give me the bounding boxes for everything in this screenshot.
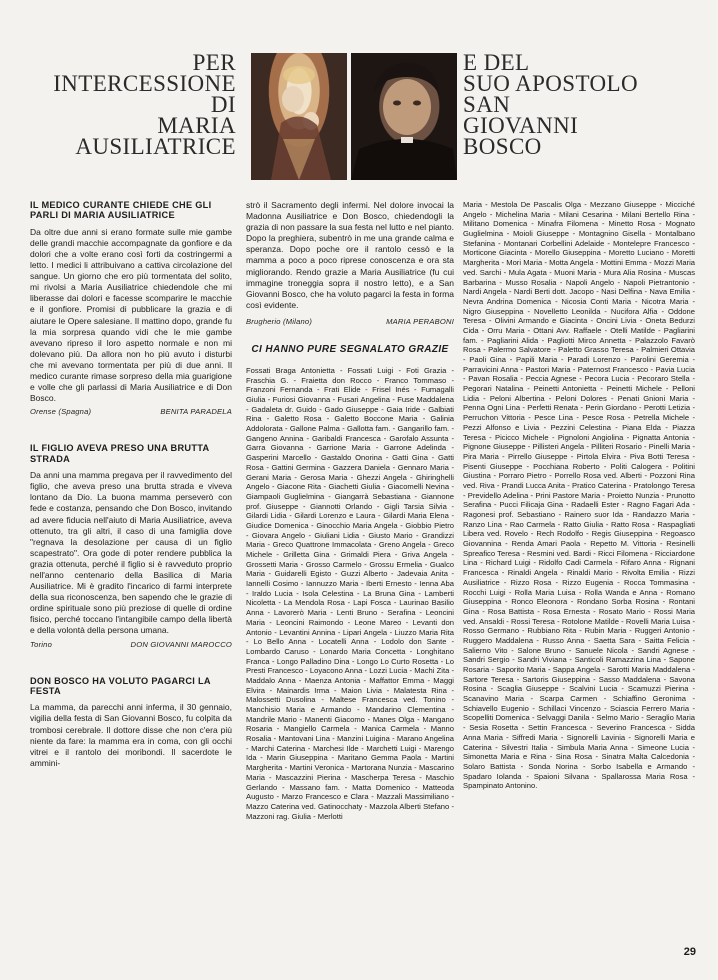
header-left-line: DI [210, 92, 236, 117]
don-bosco-photo [351, 53, 457, 180]
article-festa-continued [246, 200, 454, 326]
article-title: DON BOSCO HA VOLUTO PAGARCI LA FESTA [30, 675, 211, 696]
header-right-line: E DEL [463, 50, 530, 75]
article-body: strò il Sacramento degli infermi. Nel dolore invocai la Madonna Ausiliatrice e Don Bosco, chiedendogli la grazia di non passare la sua festa nel lutto e nel pianto. Dopo la preghiera, subentrò in me una grande calma e speranza. Dopo poche ore il rantolo cessò e la mamma a poco a poco riprese conoscenza e ora sta migliorando. Rendo grazie a Maria Ausiliatrice (fu cui immagine troneggia sopra il nostro letto), e a San Giovanni Bosco, che ha voluto pagarci la festa in forma così evidente. [246, 200, 454, 310]
signature-author: BENITA PARADELA [160, 407, 232, 417]
page-number: 29 [683, 946, 696, 958]
article-signature [30, 407, 232, 416]
mary-help-of-christians-photo [251, 53, 347, 180]
header-left-line: AUSILIATRICE [75, 134, 236, 159]
header-title-left [30, 52, 236, 157]
signature-author: DON GIOVANNI MAROCCO [130, 639, 232, 649]
header-right-line: SAN [463, 92, 511, 117]
article-title: IL MEDICO CURANTE CHIEDE CHE GLI PARLI DI MARIA AUSILIATRICE [30, 200, 212, 221]
column-middle [246, 200, 454, 821]
article-figlio [30, 443, 232, 648]
mary-portrait-icon [251, 53, 347, 180]
article-signature [30, 640, 232, 649]
header-right-line: BOSCO [463, 134, 542, 159]
header-left-line: PER [192, 50, 236, 75]
column-right [463, 200, 695, 791]
article-festa-start [30, 676, 232, 769]
header-left-line: MARIA [157, 113, 236, 138]
article-body: Da oltre due anni si erano formate sulle mie gambe delle grandi macchie accompagnate da gonfiore e da dolori che a volte erano così forti da costringermi a letto. I medici li attribuivano a cattiva circolazione del sangue. Un giorno che ero più tormentata del solito, mi rivolsi a Maria Ausiliatrice chiedendole che mi liberasse dai dolori e facesse scomparire le macchie e il gonfiore. Promisi di pubblicare la grazia e di aiutare le Opere salesiane. Il mattino dopo, grande fu la mia sorpresa quando vidi che le mie gambe avevano ripreso il loro aspetto normale e non mi dolevano più. Da allora non ho più avuto i disturbi che mi avevano tormentata per più di due anni. Il medico curante rimase sorpreso della mia guarigione e volle che gli parlassi di Maria Ausiliatrice e di Don Bosco. [30, 226, 232, 404]
header-left-line: INTERCESSIONE [53, 71, 236, 96]
header-title-right [463, 52, 693, 157]
signature-author: MARIA PERABONI [386, 316, 454, 326]
signature-place: Torino [30, 639, 53, 649]
signature-place: Brugherio (Milano) [246, 316, 313, 326]
header-right-line: SUO APOSTOLO [463, 71, 638, 96]
article-medico [30, 200, 232, 416]
ci-hanno-title: CI HANNO PURE SEGNALATO GRAZIE [251, 343, 449, 355]
grace-names-list-continued: Maria - Mestola De Pascalis Olga - Mezzano Giuseppe - Micciché Angelo - Michelina Maria - Milani Cesarina - Milani Bertello Rina - Militano Domenica - Minafra Filomena - Minetto Rosa - Mognato Guglielmina - Moioli Giuseppe - Montagnino Gisella - Montalbano Stefanina - Montanari Corbellini Adelaide - Montelepre Francesco - Morticone Giacinta - Morello Giuseppina - Moretto Luciano - Moretti Margherita - Mori Maria - Motta Angela - Mottini Emma - Mozzi Maria ved. Sarchi - Mula Agata - Muoni Maria - Mura Alia Rosina - Muscas Barbarina - Musso Rosalia - Napoli Angelo - Napoli Pietrantonio - Nardi Angela - Nardi Berti dott. Jacopo - Nasi Delfina - Nava Emilia - Nevra Andrina Domenica - Nicosia Conti Maria - Nicotra Maria - Nigro Giuseppina - Novelletto Leonilda - Nucifora Alfia - Oddone Teresa - Olivini Armando e Giacinta - Oncini Livia - Oneta Bedurzi Cida - Orru Maria - Ottani Avv. Raffaele - Otelli Matilde - Pagliarini fam. - Pagliarini Alida - Pagliotti Mirco Annetta - Palazzolo Favarò Rosa - Palermo Salvatore - Paletto Grasso Teresa - Palmieri Ottavia - Paoli Gina - Papili Maria - Paradi Lorenzo - Parolini Geremia - Parravicini Anna - Pastori Maria - Paternost Francesco - Pavia Lucia - Pavan Rosalia - Peccia Agnese - Pecora Lucia - Pecoraro Stella - Pegorari Natalina - Peinetti Antonietta - Peinetti Michele - Pelloni Lidia - Peloni Albertina - Peloni Dolores - Penati Gnioni Maria - Penna Ogni Lina - Perfetti Renata - Perin Giordano - Perotti Letizia - Perruchon Vittoria - Pesce Lina - Pesce Rosa - Petrella Michele - Pezzi Alfonso e Livia - Pezzini Celestina - Piana Elda - Piazza Teresa - Picicco Michele - Pignoloni Angiolina - Pignatta Antonia - Pignone Giuseppe - Pillisteri Angela - Pilliteri Rosario - Pinelli Maria - Pira Maria - Pirrello Giuseppe - Pirtola Elvira - Piva Botti Teresa - Pisenti Giuseppe - Pocchiana Roberto - Politi Calogera - Politini Giustina - Porraro Pietro - Porrello Rosa ved. Alberti - Pozzoni Rina ved. Riva - Prandi Lucca Anita - Pratico Caterina - Pratolongo Teresa - Previdello Adelina - Prini Pastore Maria - Proietto Nunzia - Prunotto Serafina - Pucci Filicaja Gina - Radaelli Ester - Ragno Fagari Ada - Ragonesi prof. Sebastiano - Rainero suor Ida - Randazzo Maria - Ranzo Lina - Rao Carmela - Ratto Giulia - Ratto Rosa - Raspagliati Libera ved. Rovelo - Rech Rodolfo - Regis Giuseppina - Regoasco Giovannina - Renda Amari Paola - Repetto M. Vittoria - Resinelli Spreafico Teresa - Resmini ved. Bardi - Ricci Filomena - Ricciardone Lina - Richard Luigi - Ridolfo Cadi Carmela - Rifaro Anna - Rignani Francesca - Rinaldi Angela - Rinaldi Mario - Rivolta Emilia - Rizzi Ausiliatrice - Rizzo Rosa - Rizzo Eugenia - Rocca Tommasina - Rocchi Luigi - Rolla Maria Luisa - Rolla Wanda e Anna - Romano Giuseppina - Ronco Eleonora - Rondano Sorba Rosina - Rontani Gina - Rosa Battista - Rosa Ernesta - Rosato Mario - Rossi Maria ved. Ansaldi - Rossi Teresa - Rotolone Matilde - Rovelli Maria Luisa - Rosso Germano - Rubbiano Rita - Rubin Maria - Ruggeri Antonio - Ruggero Maddalena - Russo Anna - Saetta Sara - Saitta Felicia - Salierno Vito - Salone Bruno - Sanuele Nicola - Sandri Agnese - Sandri Sergio - Sandri Viviana - Santicoli Ramazzina Lina - Sapone Rosaria - Saporito Maria - Sappa Angela - Sarotti Maria Maddalena - Sartore Teresa - Sartoris Giuseppina - Sasso Maddalena - Savona Rosina - Scaglia Giuseppe - Scalvini Lucia - Scamuzzi Pierina - Scanavino Maria - Scarpa Carmen - Schiaffino Geronima - Schiavello Eugenio - Schillaci Vincenzo - Sciascia Ferrero Maria - Scopelliti Domenica - Selvaggi Danila - Selmo Mario - Seraglio Maria - Sesia Rosetta - Settin Francesca - Severino Francesca - Sidda Anna Maria - Siffredi Maria - Signorelli Lavinia - Signorelli Maria e Caterina - Silvestri Italia - Simbula Maria Anna - Simeone Lucia - Simonetta Maria e Rina - Sina Rosa - Sinatra Malta Calcedonia - Solaro Battista - Sonda Norina - Sorbo Isabella e Armando - Spadaro Iolanda - Spaioni Silvana - Spallarossa Maria Rosa - Spampinato Antonino. [463, 200, 695, 791]
grace-names-list: Fossati Braga Antonietta - Fossati Luigi - Foti Grazia - Fraschia G. - Fraietta don Rocco - Franco Tommaso - Franzoni Fernanda - Frati Elide - Frisel Inés - Fumagalli Giulia - Furiosi Giovanna - Fusari Angelina - Fuse Maddalena - Gadaleta dr. Guido - Gado Giuseppe - Gaia Iride - Galbiati Rina - Galetto Rosa - Galetto Boccone Maria - Galinia Addolorata - Gallone Palma - Gallotta fam. - Gangarillo fam. - Gangeno Annina - Garibaldi Francesca - Garofalo Assunta - Garra Giovanna - Garrione Maria - Garrone Adelinda - Gasperini Marcello - Gastaldo Onorina - Gatti Gina - Gatti Rosa - Gattini Germina - Gazzera Daniela - Gennaro Maria - Gerani Maria - Gerosa Maria - Ghezzi Angela - Ghiringhelli Angelo - Giacone Rita - Giachetti Giulia - Giacomelli Nevina - Giampaoli Guglielmina - Giangarrà Sebastiana - Giannone prof. Giuseppe - Giannotti Orlando - Gigli Tarsia Silvia - Gilardi Lidia - Gilardi Lorenzo e Laura - Gilardi Maria Elena - Giudice Domenica - Ginocchio Maria Angela - Giobbio Pietro - Giovara Angelo - Giuliani Lidia - Giusto Mario - Grandizzi Maria - Greco Quattrone Immacolata - Greno Angela - Greco Michele - Grilletta Gina - Grimaldi Piera - Griva Angela - Grossetti Maria - Grosso Carmelo - Grossu Ermelia - Gualco Maria - Guidarelli Egisto - Guzzi Alberto - Jadevaia Anita - Iannelli Cosimo - Iannuzzo Maria - Iberti Ernesto - Ienna Aba - Iraldo Lucia - Isola Celestina - La Bruna Gina - Lamberti Nicoletta - La Mendola Rosa - Lapi Fosca - Laurinao Basilio Anna - Lavorerò Maria - Lenti Bruno - Serafina - Leoncini Maria - Leoncini Raimondo - Leone Mareo - Levanti don Antonio - Levantini Annina - Lipari Angela - Liuzzo Maria Rita - Lo Bello Anna - Locatelli Anna - Lodolo don Sante - Lombardo Caruso - Lonardo Maria Concetta - Longhitano Franca - Longo Palladino Dina - Longo Lo Curto Rosetta - Lo Presti Francesco - Loyacono Anna - Lozzi Lucia - Machi Zita - Maddalo Anna - Maenza Antonia - Maffattor Emma - Maggi Elvira - Mainardis Irma - Maion Livia - Malatesta Rina - Malossetti Dusolina - Maltese Francesca ved. Tonino - Manchisio Maria e Armando - Mandarino Clementina - Mandrile Mario - Manenti Giacomo - Manes Olga - Mangano Rosaria - Mangiello Carmela - Manica Carmela - Manno Rosalia - Mantovani Lina - Manzini Luigina - Marano Angelina - Marchi Caterina - Marchesi Ilde - Marchetti Luigi - Marengo Ida - Marin Giuseppina - Maritano Gemma Paola - Martini Margherita - Martini Veronica - Martorana Nunzia - Mascarino Maria - Mascazzini Pierina - Mascherpa Teresa - Maschio Gerlando - Massano fam. - Matta Domenico - Matteoda Augusto - Marzo Francesco e Clara - Mazzali Massimiliano - Mazzo Caterina ved. Gatinocchaty - Mazzola Alberti Stefano - Mazzoni rag. Giulia - Merlotti [246, 365, 454, 821]
article-body: Da anni una mamma pregava per il ravvedimento del figlio, che aveva preso una brutta strada e viveva lontano da Dio. La buona mamma perseverò con fede e costanza, pensando che Don Bosco, invitando ad avere fiducia nell'aiuto di Maria Ausiliatrice, aveva ottenuto, tra gli altri, il caso di una famiglia dove "regnava la desolazione per causa di un figlio scapestrato". Ora gode di poter rendere pubblica la grazia ottenuta, perché il figlio si è ravveduto proprio nell'anno centenario della Basilica di Maria Ausiliatrice. Mi è gradito l'incarico di farmi interprete della sua riconoscenza, ben sapendo che le grazie di ordine spirituale sono più preziose di quelle di ordine fisico, perché toccano l'intangibile campo della libertà e della volontà della persona umana. [30, 470, 232, 636]
column-left [30, 200, 232, 769]
header-right-line: GIOVANNI [463, 113, 579, 138]
don-bosco-portrait-icon [351, 53, 457, 180]
article-signature [246, 317, 454, 326]
article-title: IL FIGLIO AVEVA PRESO UNA BRUTTA STRADA [30, 443, 210, 464]
signature-place: Orense (Spagna) [30, 407, 92, 417]
article-body: La mamma, da parecchi anni inferma, il 30 gennaio, vigilia della festa di San Giovanni Bosco, fu colpita da trombosi cerebrale. Il dottore disse che non c'era più niente da fare: la mamma era in coma, con gli occhi vitrei e il rantolo dei moribondi. Il sacerdote le ammini- [30, 702, 232, 768]
